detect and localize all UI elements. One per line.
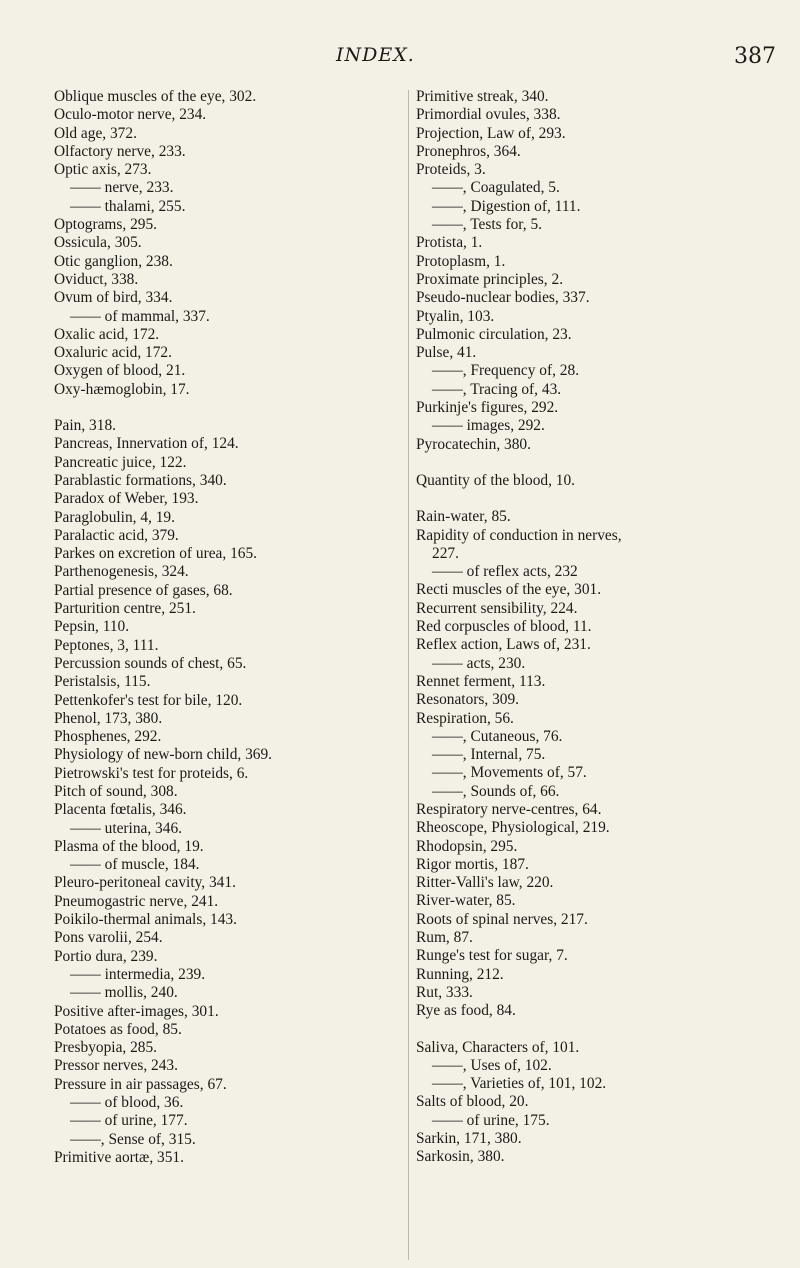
index-entry: Physiology of new-born child, 369. xyxy=(54,746,273,764)
index-entry: ——, Coagulated, 5. xyxy=(432,179,560,197)
index-entry: Paraglobulin, 4, 19. xyxy=(54,508,175,526)
index-entry: Peptones, 3, 111. xyxy=(54,636,159,654)
index-entry: Respiratory nerve-centres, 64. xyxy=(416,800,602,818)
index-entry: Parablastic formations, 340. xyxy=(54,471,227,489)
index-entry: Phosphenes, 292. xyxy=(54,728,162,746)
index-entry: Protoplasm, 1. xyxy=(416,252,506,270)
index-entry: Projection, Law of, 293. xyxy=(416,124,566,142)
index-entry: Pain, 318. xyxy=(54,417,116,435)
index-entry: Pancreas, Innervation of, 124. xyxy=(54,435,239,453)
index-entry: Rye as food, 84. xyxy=(416,1002,516,1020)
index-entry: Optograms, 295. xyxy=(54,216,158,234)
index-entry: Pulmonic circulation, 23. xyxy=(416,325,572,343)
index-entry: Oviduct, 338. xyxy=(54,270,139,288)
index-entry: Protista, 1. xyxy=(416,234,483,252)
index-entry: Pancreatic juice, 122. xyxy=(54,453,187,471)
index-entry: Partial presence of gases, 68. xyxy=(54,581,233,599)
index-entry: Positive after-images, 301. xyxy=(54,1002,219,1020)
index-entry: Proteids, 3. xyxy=(416,161,486,179)
index-entry: —— of muscle, 184. xyxy=(70,856,200,874)
index-entry: Primitive aortæ, 351. xyxy=(54,1148,184,1166)
index-entry: Saliva, Characters of, 101. xyxy=(416,1038,580,1056)
index-entry: Pietrowski's test for proteids, 6. xyxy=(54,764,249,782)
index-entry: —— of mammal, 337. xyxy=(70,307,210,325)
index-entry: ——, Sounds of, 66. xyxy=(432,782,560,800)
index-entry: Runge's test for sugar, 7. xyxy=(416,947,568,965)
index-entry: —— acts, 230. xyxy=(432,654,526,672)
index-entry: ——, Tests for, 5. xyxy=(432,216,543,234)
index-entry: Pronephros, 364. xyxy=(416,142,521,160)
index-entry: Pettenkofer's test for bile, 120. xyxy=(54,691,243,709)
index-entry: Rain-water, 85. xyxy=(416,508,511,526)
index-entry: Phenol, 173, 380. xyxy=(54,709,163,727)
index-entry: —— thalami, 255. xyxy=(70,197,186,215)
index-entry: —— of reflex acts, 232 xyxy=(432,563,578,581)
index-entry: Pneumogastric nerve, 241. xyxy=(54,892,219,910)
running-header-title: INDEX. xyxy=(336,44,415,66)
index-entry: ——, Digestion of, 111. xyxy=(432,197,581,215)
index-column-right xyxy=(416,88,786,1167)
index-entry: Reflex action, Laws of, 231. xyxy=(416,636,591,654)
index-entry: Proximate principles, 2. xyxy=(416,270,564,288)
index-entry: Rennet ferment, 113. xyxy=(416,672,546,690)
index-entry: Respiration, 56. xyxy=(416,709,514,727)
index-entry: Ossicula, 305. xyxy=(54,234,142,252)
index-entry: Peristalsis, 115. xyxy=(54,673,151,691)
index-entry: ——, Varieties of, 101, 102. xyxy=(432,1075,607,1093)
index-entry: Pleuro-peritoneal cavity, 341. xyxy=(54,874,236,892)
index-entry: Pyrocatechin, 380. xyxy=(416,435,531,453)
index-entry: ——, Uses of, 102. xyxy=(432,1056,552,1074)
index-entry: Poikilo-thermal animals, 143. xyxy=(54,911,237,929)
index-entry: Red corpuscles of blood, 11. xyxy=(416,618,592,636)
index-entry: —— of blood, 36. xyxy=(70,1094,184,1112)
index-entry: Recti muscles of the eye, 301. xyxy=(416,581,602,599)
index-entry: Pons varolii, 254. xyxy=(54,929,163,947)
index-entry: Ovum of bird, 334. xyxy=(54,289,173,307)
index-entry: Resonators, 309. xyxy=(416,691,520,709)
index-entry: Pseudo-nuclear bodies, 337. xyxy=(416,289,590,307)
index-column-left xyxy=(54,88,424,1167)
index-entry: Optic axis, 273. xyxy=(54,161,152,179)
index-entry: Quantity of the blood, 10. xyxy=(416,471,576,489)
index-entry: —— nerve, 233. xyxy=(70,179,174,197)
index-entry: Paradox of Weber, 193. xyxy=(54,490,199,508)
index-entry: Plasma of the blood, 19. xyxy=(54,837,204,855)
index-entry: Primordial ovules, 338. xyxy=(416,106,561,124)
index-entry: ——, Internal, 75. xyxy=(432,746,546,764)
index-entry: Rheoscope, Physiological, 219. xyxy=(416,819,610,837)
index-entry: Sarkosin, 380. xyxy=(416,1148,505,1166)
index-entry: Pitch of sound, 308. xyxy=(54,782,178,800)
index-entry: Potatoes as food, 85. xyxy=(54,1020,182,1038)
index-entry: —— images, 292. xyxy=(432,417,545,435)
index-entry: Percussion sounds of chest, 65. xyxy=(54,654,247,672)
index-entry: ——, Sense of, 315. xyxy=(70,1130,196,1148)
index-entry: Primitive streak, 340. xyxy=(416,88,549,105)
index-entry: —— intermedia, 239. xyxy=(70,965,206,983)
index-entry: 227. xyxy=(432,544,459,562)
index-entry: Oxaluric acid, 172. xyxy=(54,344,172,362)
index-entry: ——, Movements of, 57. xyxy=(432,764,587,782)
index-entry: Rigor mortis, 187. xyxy=(416,855,529,873)
index-entry: ——, Cutaneous, 76. xyxy=(432,727,563,745)
index-entry: Oxy-hæmoglobin, 17. xyxy=(54,380,190,398)
index-entry: Otic ganglion, 238. xyxy=(54,252,173,270)
index-entry: River-water, 85. xyxy=(416,892,516,910)
index-entry: Olfactory nerve, 233. xyxy=(54,142,186,160)
index-entry: ——, Tracing of, 43. xyxy=(432,380,562,398)
index-entry: Parturition centre, 251. xyxy=(54,600,196,618)
index-entry: Oxalic acid, 172. xyxy=(54,325,160,343)
index-entry: Pulse, 41. xyxy=(416,344,477,362)
index-entry: Pepsin, 110. xyxy=(54,618,130,636)
index-entry: Oxygen of blood, 21. xyxy=(54,362,186,380)
index-entry: Rapidity of conduction in nerves, xyxy=(416,526,622,544)
index-entry: —— of urine, 177. xyxy=(70,1112,188,1130)
index-entry: Parkes on excretion of urea, 165. xyxy=(54,545,258,563)
index-entry: Portio dura, 239. xyxy=(54,947,158,965)
index-entry: ——, Frequency of, 28. xyxy=(432,362,580,380)
index-entry: Ritter-Valli's law, 220. xyxy=(416,874,554,892)
index-entry: Old age, 372. xyxy=(54,124,137,142)
index-entry: Pressure in air passages, 67. xyxy=(54,1075,227,1093)
index-entry: Recurrent sensibility, 224. xyxy=(416,599,578,617)
index-entry: Oculo-motor nerve, 234. xyxy=(54,106,207,124)
index-entry: Presbyopia, 285. xyxy=(54,1039,158,1057)
index-entry: Paralactic acid, 379. xyxy=(54,526,179,544)
index-entry: Roots of spinal nerves, 217. xyxy=(416,910,588,928)
index-entry: Salts of blood, 20. xyxy=(416,1093,529,1111)
index-entry: Ptyalin, 103. xyxy=(416,307,495,325)
index-entry: Pressor nerves, 243. xyxy=(54,1057,178,1075)
index-entry: —— mollis, 240. xyxy=(70,984,178,1002)
index-entry: Placenta fœtalis, 346. xyxy=(54,801,187,819)
index-entry: Running, 212. xyxy=(416,965,504,983)
index-entry: Rum, 87. xyxy=(416,929,473,947)
index-entry: Rut, 333. xyxy=(416,983,473,1001)
index-entry: —— of urine, 175. xyxy=(432,1111,550,1129)
index-entry: —— uterina, 346. xyxy=(70,819,182,837)
index-entry: Rhodopsin, 295. xyxy=(416,837,518,855)
index-entry: Sarkin, 171, 380. xyxy=(416,1130,522,1148)
index-entry: Parthenogenesis, 324. xyxy=(54,563,189,581)
page-number: 387 xyxy=(734,44,776,69)
index-entry: Purkinje's figures, 292. xyxy=(416,399,559,417)
index-entry: Oblique muscles of the eye, 302. xyxy=(54,88,257,105)
